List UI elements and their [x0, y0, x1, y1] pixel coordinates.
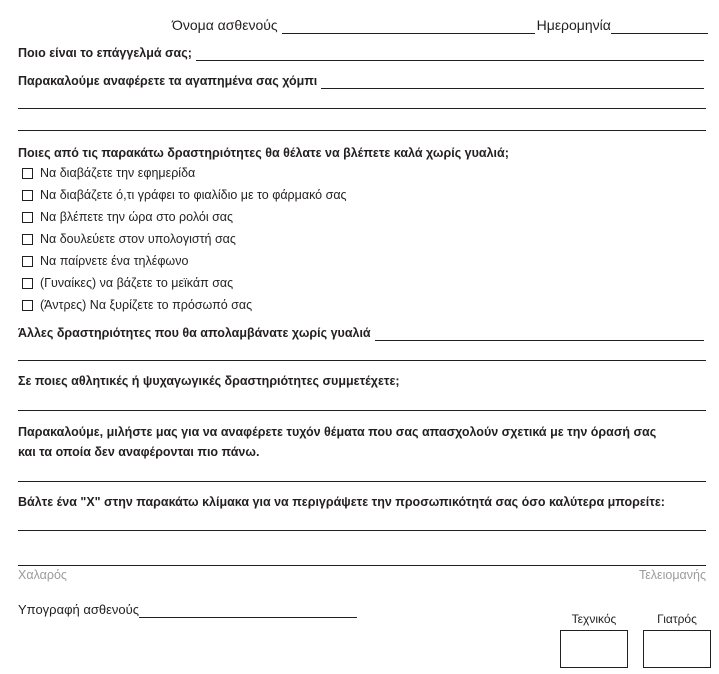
technician-label: Τεχνικός [571, 612, 617, 626]
sports-answer-line[interactable] [18, 410, 706, 411]
vision-concerns-question-line-2: και τα οποία δεν αναφέρονται πιο πάνω. [18, 445, 260, 459]
sports-question: Σε ποιες αθλητικές ή ψυχαγωγικές δραστηριότητες συμμετέχετε; [18, 374, 400, 388]
technician-box[interactable] [560, 630, 628, 668]
scale-max-label: Τελειομανής [638, 568, 706, 582]
hobbies-label: Παρακαλούμε αναφέρετε τα αγαπημένα σας χόμπι [18, 74, 318, 88]
date-label: Ημερομηνία [536, 17, 611, 33]
signature-field[interactable] [139, 617, 357, 618]
signature-row [18, 602, 357, 618]
other-activities-label: Άλλες δραστηριότητες που θα απολαμβάνατε χωρίς γυαλιά [18, 326, 371, 340]
activity-option[interactable] [22, 210, 233, 225]
patient-name-field[interactable] [282, 33, 535, 34]
checkbox[interactable] [22, 300, 33, 311]
checkbox[interactable] [22, 234, 33, 245]
activity-option-label: (Γυναίκες) να βάζετε το μεϊκάπ σας [40, 276, 234, 290]
activity-option-label: Να παίρνετε ένα τηλέφωνο [40, 254, 189, 268]
activity-option-label: (Άντρες) Να ξυρίζετε το πρόσωπό σας [40, 298, 253, 312]
activity-option[interactable] [22, 188, 347, 203]
hobbies-extra-line-1[interactable] [18, 108, 706, 109]
checkbox[interactable] [22, 212, 33, 223]
other-activities-row [18, 326, 704, 341]
activity-option-label: Να δουλεύετε στον υπολογιστή σας [40, 232, 236, 246]
other-activities-extra-line[interactable] [18, 360, 706, 361]
activity-option-label: Να διαβάζετε την εφημερίδα [40, 166, 196, 180]
checkbox[interactable] [22, 256, 33, 267]
vision-concerns-question-line-1: Παρακαλούμε, μιλήστε μας για να αναφέρετε τυχόν θέματα που σας απασχολούν σχετικά με την όρασή σας [18, 425, 657, 439]
personality-scale-line[interactable] [18, 565, 706, 566]
header-row [172, 17, 708, 34]
date-field[interactable] [611, 33, 708, 34]
activity-option[interactable] [22, 166, 195, 181]
scale-min-label: Χαλαρός [18, 568, 67, 582]
checkbox[interactable] [22, 168, 33, 179]
hobbies-row [18, 74, 704, 89]
patient-name-label: Όνομα ασθενούς [172, 17, 278, 33]
activity-option-label: Να διαβάζετε ό,τι γράφει το φιαλίδιο με το φάρμακό σας [40, 188, 347, 202]
checkbox[interactable] [22, 190, 33, 201]
doctor-box[interactable] [643, 630, 711, 668]
other-activities-field[interactable] [375, 340, 704, 341]
occupation-field[interactable] [196, 60, 704, 61]
personality-blank-line[interactable] [18, 530, 706, 531]
occupation-label: Ποιο είναι το επάγγελμά σας; [18, 46, 192, 60]
checkbox[interactable] [22, 278, 33, 289]
activities-question: Ποιες από τις παρακάτω δραστηριότητες θα θέλατε να βλέπετε καλά χωρίς γυαλιά; [18, 146, 509, 160]
vision-concerns-answer-line[interactable] [18, 481, 706, 482]
activity-option[interactable] [22, 276, 233, 291]
activity-option[interactable] [22, 232, 236, 247]
hobbies-extra-line-2[interactable] [18, 130, 706, 131]
signature-label: Υπογραφή ασθενούς [18, 602, 140, 617]
activity-option-label: Να βλέπετε την ώρα στο ρολόι σας [40, 210, 234, 224]
activity-option[interactable] [22, 298, 252, 313]
occupation-row [18, 46, 704, 61]
personality-question: Βάλτε ένα "Χ" στην παρακάτω κλίμακα για να περιγράψετε την προσωπικότητά σας όσο καλύτερα μπορείτε: [18, 495, 665, 509]
doctor-label: Γιατρός [657, 612, 697, 626]
activity-option[interactable] [22, 254, 188, 269]
hobbies-field[interactable] [321, 88, 704, 89]
